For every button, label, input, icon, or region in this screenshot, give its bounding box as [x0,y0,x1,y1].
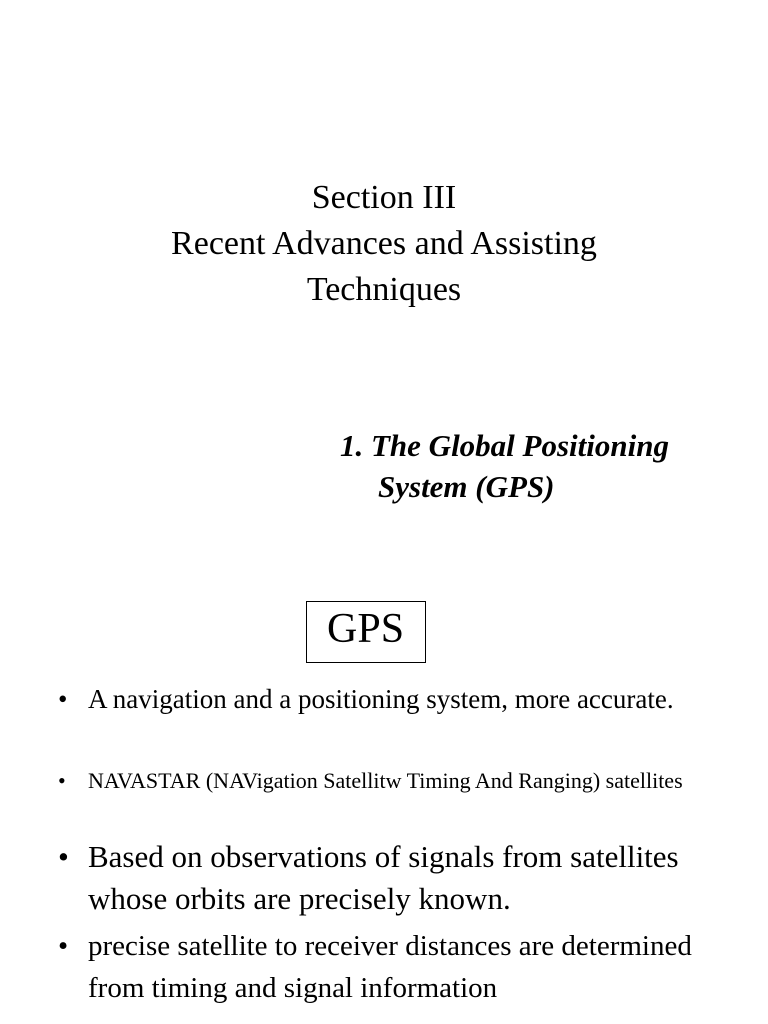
bullet-marker: • [58,768,66,793]
bullet-text-1: A navigation and a positioning system, more accurate. [88,684,674,714]
section-title-line-3: Techniques [306,271,462,308]
section-title-line-1: Section III [311,179,457,216]
bullet-item-2 [58,766,738,796]
bullet-item-4 [58,925,738,1009]
bullet-text-2: NAVASTAR (NAVigation Satellitw Timing And Ranging) satellites [88,768,683,793]
bullet-marker: • [58,684,68,714]
bullet-item-1 [58,677,738,721]
bullet-text-4: precise satellite to receiver distances are determined from timing and signal information [88,930,692,1004]
subheading-line-1: 1. The Global Positioning [340,428,669,463]
section-title-line-2: Recent Advances and Assisting [171,225,597,262]
subheading-line-2: System (GPS) [378,469,555,504]
bullet-marker: • [58,839,69,874]
bullet-text-3: Based on observations of signals from satellites whose orbits are precisely known. [88,839,679,916]
bullet-item-3 [58,836,738,920]
bullet-marker: • [58,930,69,962]
gps-boxed-label: GPS [306,601,426,663]
